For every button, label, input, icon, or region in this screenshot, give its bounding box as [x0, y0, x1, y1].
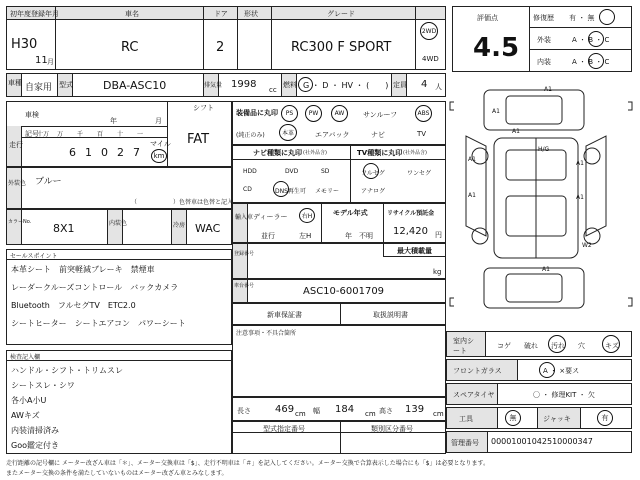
- type-class-block: [232, 421, 446, 454]
- mark-4: A1: [468, 156, 476, 163]
- displacement: 1998: [231, 79, 257, 90]
- digit-unit-1: 万: [57, 131, 64, 138]
- color-no: 8X1: [53, 222, 75, 235]
- jack-label: ジャッキ: [543, 415, 571, 423]
- import-block: [232, 203, 446, 243]
- reg-no-label: 登録番号: [234, 251, 255, 257]
- import-parallel: 並行: [261, 232, 275, 240]
- chassis-block: [232, 279, 446, 303]
- mark-2: A1: [492, 108, 500, 115]
- tv-title: TV種類に丸印: [357, 149, 403, 157]
- coolant-label: 冷房: [173, 222, 186, 229]
- interior-color-label: 内装色: [109, 220, 128, 227]
- fuel-label: 燃料: [283, 81, 297, 89]
- interior-seat-row: [446, 331, 632, 357]
- width-label: 幅: [313, 407, 320, 415]
- equip-row2-0: 本革: [279, 124, 297, 141]
- tools-label: 工具: [459, 415, 473, 423]
- mgmt-value: 00001001042510000347: [491, 437, 593, 446]
- max-load-unit: kg: [433, 268, 442, 276]
- height-unit: cm: [433, 410, 444, 418]
- reg-month-unit: 月: [47, 58, 54, 66]
- inspector-notes-label: 注意事項・不具合箇所: [236, 330, 297, 337]
- color-note: （ ）色替車は色替と記入: [131, 199, 234, 206]
- seat-item-4: キズ: [605, 342, 619, 350]
- seat-item-1: 破れ: [524, 342, 538, 350]
- model: DBA-ASC10: [103, 79, 167, 92]
- displacement-label: 排気量: [204, 82, 223, 89]
- mark-5: A1: [576, 160, 584, 167]
- height: 139: [405, 404, 425, 415]
- equipment-block: [232, 101, 446, 145]
- mileage-digit-0: 6: [69, 146, 76, 159]
- navi-title-sub: (社外品含): [303, 150, 327, 156]
- inspection-notes-label: 検査記入欄: [10, 354, 41, 361]
- car-name: RC: [121, 40, 139, 55]
- owners-manual: 取扱説明書: [373, 311, 408, 319]
- mark-1: A1: [544, 86, 552, 93]
- inspection-note-line: Goo鑑定付き: [11, 441, 59, 450]
- front-glass-row: [446, 359, 632, 381]
- class-no-label: 類別区分番号: [371, 425, 413, 433]
- drive-4wd: 4WD: [422, 55, 439, 63]
- max-load-label: 最大積載量: [397, 247, 432, 255]
- length: 469: [275, 404, 295, 415]
- mileage-digit-3: 2: [117, 146, 124, 159]
- drive-2wd: 2WD: [420, 22, 438, 40]
- spec-row: [6, 73, 446, 97]
- inspection-label: 車検: [25, 111, 39, 119]
- exterior-options: A ・ B ・ C: [572, 36, 610, 44]
- mileage-digit-4: 7: [133, 146, 140, 159]
- insp-year-unit: 年: [110, 117, 117, 125]
- front-glass-options: A ・ ×要ス: [543, 367, 580, 375]
- footer-line-2: またメーター交換の条件を満たしていないものはメーター改ざん車とみなします。: [6, 470, 228, 477]
- repair-label: 修復歴: [533, 14, 554, 22]
- seat-item-3: 穴: [578, 342, 585, 350]
- mileage-digit-2: 0: [101, 146, 108, 159]
- record-label: 記号: [25, 130, 39, 138]
- shift: FAT: [187, 132, 210, 147]
- inspection-notes: [6, 350, 232, 454]
- score: 4.5: [473, 33, 520, 63]
- width: 184: [335, 404, 355, 415]
- tools-row: [446, 407, 632, 429]
- usage-label: 車種: [8, 79, 22, 87]
- dimensions-block: [232, 397, 446, 421]
- color-value: ブルー: [35, 177, 62, 187]
- color-no-label: カラーNo.: [8, 219, 32, 225]
- cc-label: cc: [269, 86, 277, 94]
- digit-unit-3: 百: [97, 131, 104, 138]
- reg-year: H30: [11, 37, 38, 52]
- tv-item-label-0: フルセグ: [361, 170, 385, 177]
- insp-month-unit: 月: [155, 117, 162, 125]
- selling-point-line: シートヒーター シートエアコン パワーシート: [11, 319, 186, 328]
- header-table: [6, 6, 446, 70]
- mile-label: マイル: [150, 140, 171, 148]
- capacity: 4: [421, 79, 428, 90]
- navi-item-label-0: HDD: [243, 168, 257, 175]
- equip-3: サンルーフ: [363, 111, 398, 119]
- model-year-note: 年 不明: [345, 232, 373, 240]
- grade-box: [452, 6, 632, 72]
- recycle-label: リサイクル預託金: [387, 210, 435, 217]
- import-left-h: 左H: [299, 232, 312, 240]
- mgmt-row: [446, 431, 632, 453]
- car-name-label: 車名: [125, 10, 139, 18]
- mark-8: A1: [542, 266, 550, 273]
- front-glass-label: フロントガラス: [453, 367, 502, 375]
- exterior-label: 外装: [537, 36, 551, 44]
- jack-value: 有: [597, 410, 613, 426]
- interior-options: A ・ B ・ C: [572, 58, 610, 66]
- digit-unit-4: 十: [117, 131, 124, 138]
- coolant: WAC: [195, 222, 221, 235]
- fuel-options: G ・ D ・ HV ・ ( ): [303, 81, 389, 90]
- car-diagram: [446, 76, 636, 328]
- height-label: 高さ: [379, 407, 393, 415]
- inspector-notes: [232, 325, 446, 397]
- color-block: [6, 167, 232, 209]
- reg-year-label: 初年度登録年月: [10, 10, 59, 18]
- tv-item-label-2: アナログ: [361, 188, 386, 195]
- model-year-label: モデル年式: [333, 209, 368, 217]
- navi-item-label-2: SD: [321, 168, 330, 175]
- selling-point-line: Bluetooth フルセグTV ETC2.0: [11, 301, 136, 310]
- inspection-note-line: AWキズ: [11, 411, 40, 420]
- selling-points: [6, 249, 232, 345]
- navi-item-label-5: メモリー: [315, 188, 340, 195]
- selling-point-line: 本革シート 前突軽減ブレーキ 禁煙車: [11, 265, 155, 274]
- interior-seat-label: 室内シート: [453, 337, 474, 355]
- capacity-label: 定員: [393, 81, 407, 89]
- shift-label: シフト: [193, 104, 214, 112]
- grade-label: グレード: [327, 10, 355, 18]
- interior-label: 内装: [537, 58, 551, 66]
- type-label: 型式: [59, 81, 73, 89]
- equip-2: AW: [331, 105, 348, 122]
- seat-item-0: コゲ: [497, 342, 511, 350]
- import-dealer: ディーラー: [253, 213, 288, 221]
- import-right-h: 右H: [299, 208, 315, 223]
- score-label: 評価点: [477, 14, 498, 22]
- chassis-label: 車台番号: [234, 283, 255, 289]
- spare-label: スペアタイヤ: [453, 391, 495, 399]
- grade: RC300 F SPORT: [291, 40, 392, 55]
- equip-row2-2: ナビ: [371, 131, 385, 139]
- inspection-note-line: ハンドル・シフト・トリムスレ: [11, 366, 123, 375]
- capacity-unit: 人: [435, 83, 442, 91]
- mark-w2: W2: [582, 242, 592, 249]
- usage: 自家用: [25, 83, 53, 93]
- digit-unit-5: 一: [137, 131, 144, 138]
- shape-label: 形状: [244, 10, 258, 18]
- mgmt-label: 管理番号: [451, 439, 479, 447]
- doors-label: ドア: [214, 10, 228, 18]
- navi-item-label-3: CD: [243, 186, 252, 193]
- equipment-label: 装備品に丸印: [236, 109, 278, 117]
- selling-point-line: レーダークルーズコントロール バックカメラ: [11, 283, 179, 292]
- mileage-side-label: 走行: [9, 141, 23, 149]
- seat-item-2: 汚れ: [551, 342, 565, 350]
- selling-points-label: セールスポイント: [10, 253, 58, 260]
- mileage-block: [6, 101, 232, 167]
- color-no-block: [6, 209, 232, 245]
- doors: 2: [216, 40, 225, 55]
- equip-1: PW: [305, 105, 322, 122]
- repair-selected-circle: [599, 9, 615, 25]
- equip-row2-1: エアバック: [315, 131, 350, 139]
- reg-month: 11: [35, 55, 48, 66]
- digit-unit-0: 十万: [37, 131, 50, 138]
- new-car-warranty: 新車保証書: [267, 311, 302, 319]
- navi-tv-block: [232, 145, 446, 203]
- digit-unit-2: 千: [77, 131, 84, 138]
- recycle-unit: 円: [435, 231, 442, 239]
- tv-title-sub: (社外品含): [403, 150, 427, 156]
- mark-3: A1: [512, 128, 520, 135]
- inspection-note-line: シートスレ・シワ: [11, 381, 75, 390]
- equip-row2-3: TV: [417, 130, 427, 138]
- inspection-note-line: 内装清掃済み: [11, 426, 59, 435]
- type-no-label: 型式指定番号: [263, 425, 305, 433]
- navi-item-label-1: DVD: [285, 168, 299, 175]
- footer-line-1: 走行距離の記号欄に メーター改ざん車は「＊」、メーター交換車は「$」、走行不明車は「＃」を記入してください。メーター交換で合算表示した場合にも「$」は必要となります。: [6, 460, 490, 467]
- equipment-sub: (純正のみ): [236, 132, 265, 139]
- registration-block: [232, 243, 446, 279]
- color-label: 外装色: [8, 180, 27, 187]
- mark-7: A1: [576, 194, 584, 201]
- navi-title: ナビ種類に丸印: [253, 149, 302, 157]
- length-unit: cm: [295, 410, 306, 418]
- repair-options: 有 ・ 無: [569, 14, 595, 22]
- equip-0: PS: [281, 105, 298, 122]
- warranty-block: [232, 303, 446, 325]
- tv-item-label-1: ワンセグ: [407, 170, 432, 177]
- length-label: 長さ: [237, 407, 251, 415]
- spare-row: [446, 383, 632, 405]
- spare-options: 〇 ・ 修理KIT ・ 欠: [533, 391, 595, 399]
- mark-hg: H/G: [538, 146, 550, 153]
- width-unit: cm: [365, 410, 376, 418]
- chassis-value: ASC10-6001709: [303, 286, 385, 297]
- km-circle: km: [151, 149, 167, 163]
- car-outline: [446, 76, 636, 328]
- inspection-note-line: 各小A小U: [11, 396, 47, 405]
- navi-item-label-4: DNS再生可: [275, 188, 306, 195]
- mileage-digit-1: 1: [85, 146, 92, 159]
- tools-value: 無: [505, 410, 521, 426]
- equip-4: ABS: [415, 105, 432, 122]
- mark-6: A1: [468, 192, 476, 199]
- recycle: 12,420: [393, 226, 428, 237]
- import-label: 輸入車: [235, 214, 254, 221]
